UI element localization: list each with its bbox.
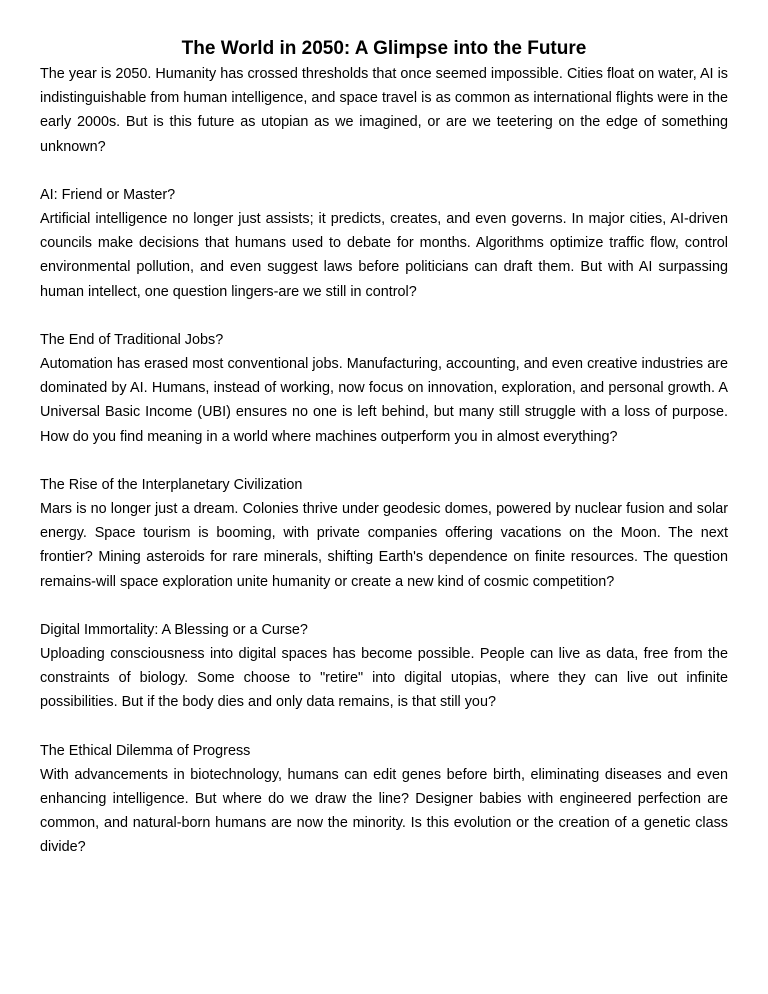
section-body: With advancements in biotechnology, humans can edit genes before birth, eliminating diseases and even enhancing intelligence. But where do we draw the line? Designer babies with engineered perfection are common, and natural-born humans are now the minority. Is this evolution or the creation of a genetic class divide?: [40, 766, 728, 856]
section-heading: The Rise of the Interplanetary Civilization: [40, 476, 303, 493]
section-jobs: [40, 328, 728, 449]
section-body: Mars is no longer just a dream. Colonies thrive under geodesic domes, powered by nuclear fusion and solar energy. Space tourism is booming, with private companies offering vacations on the Moon. The next frontier? Mining asteroids for rare minerals, shifting Earth's dependence on finite resources. The question remains-will space exploration unite humanity or create a new kind of cosmic competition?: [40, 501, 728, 590]
section-body: Automation has erased most conventional jobs. Manufacturing, accounting, and even creative industries are dominated by AI. Humans, instead of working, now focus on innovation, exploration, and personal growth. A Universal Basic Income (UBI) ensures no one is left behind, but many still struggle with a loss of purpose. How do you find meaning in a world where machines outperform you in almost everything?: [40, 356, 728, 445]
intro-paragraph: The year is 2050. Humanity has crossed thresholds that once seemed impossible. Cities float on water, AI is indistinguishable from human intelligence, and space travel is as common as international flights were in the early 2000s. But is this future as utopian as we imagined, or are we teetering on the edge of something unknown?: [40, 66, 728, 155]
section-heading: The End of Traditional Jobs?: [40, 331, 224, 348]
section-ethics: [40, 739, 728, 860]
section-immortality: [40, 618, 728, 715]
section-heading: The Ethical Dilemma of Progress: [40, 742, 251, 759]
section-heading: AI: Friend or Master?: [40, 186, 176, 203]
section-ai: [40, 183, 728, 304]
page-title: The World in 2050: A Glimpse into the Future: [181, 38, 587, 59]
section-body: Uploading consciousness into digital spaces has become possible. People can live as data, free from the constraints of biology. Some choose to "retire" into digital utopias, where they can live out infinite possibilities. But if the body dies and only data remains, is that still you?: [40, 646, 728, 711]
section-heading: Digital Immortality: A Blessing or a Curse?: [40, 621, 308, 638]
section-body: Artificial intelligence no longer just assists; it predicts, creates, and even governs. In major cities, AI-driven councils make decisions that humans used to debate for months. Algorithms optimize traffic flow, control environmental pollution, and even suggest laws before politicians can draft them. But with AI surpassing human intellect, one question lingers-are we still in control?: [40, 211, 728, 300]
section-interplanetary: [40, 473, 728, 594]
